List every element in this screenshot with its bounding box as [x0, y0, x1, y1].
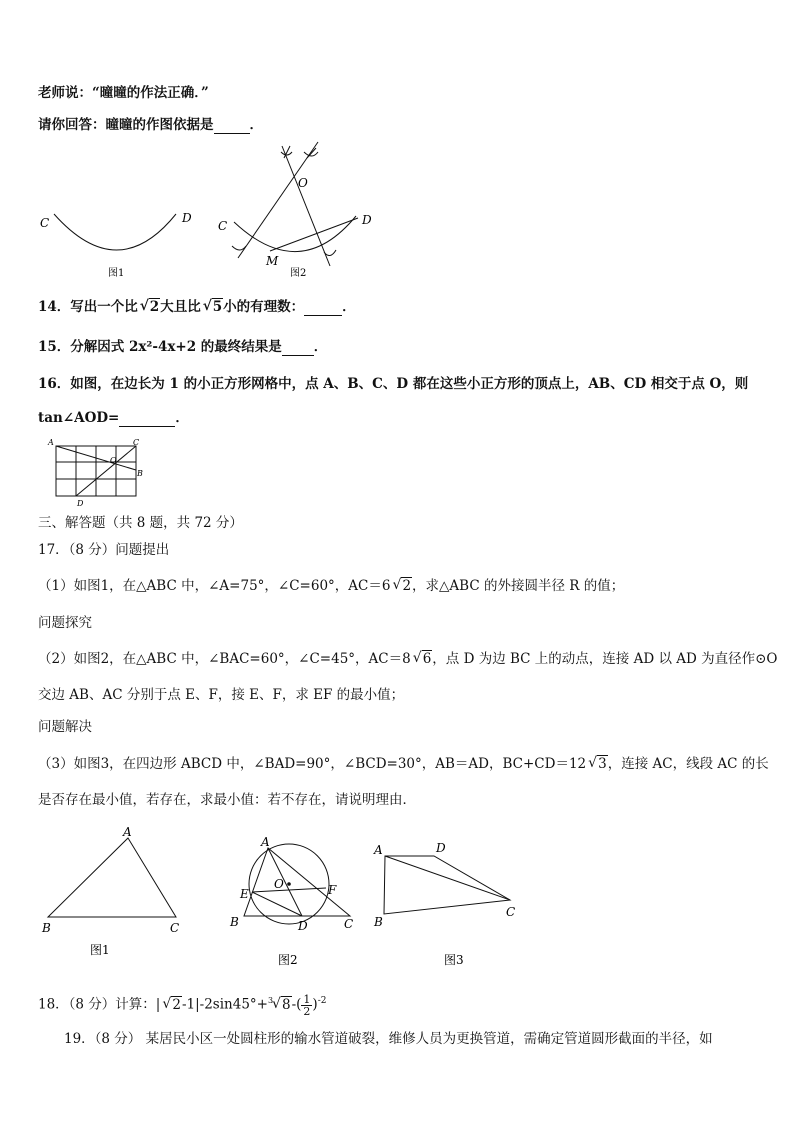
q16-line1: 16．如图，在边长为 1 的小正方形网格中，点 A、B、C、D 都在这些小正方形的顶点上，AB、CD 相交于点 O，则: [38, 376, 749, 392]
q17-part2: [38, 650, 777, 668]
q16-answer-blank[interactable]: [119, 412, 175, 427]
q14-answer-blank[interactable]: [304, 301, 342, 316]
q17-part2-text-b: ，点 D 为边 BC 上的动点，连接 AD 以 AD 为直径作⊙O: [432, 651, 778, 667]
q16-label-B: B: [137, 469, 143, 478]
q13-answer-prompt: 请你回答：曈曈的作图依据是 ．: [38, 117, 263, 133]
fig2-arc-mark-2: [304, 148, 318, 158]
q17-fig2-label-E: E: [240, 887, 249, 901]
fig2-caption: 图2: [290, 268, 307, 279]
q14-sqrt-2: √ 5: [203, 298, 223, 316]
q17-fig3-label-B: B: [374, 915, 383, 929]
q17-fig1-label-B: B: [42, 921, 51, 935]
q17-part2-cont: 交边 AB、AC 分别于点 E、F，接 E、F，求 EF 的最小值；: [38, 687, 405, 703]
q17-fig2-label-A: A: [261, 835, 270, 849]
q15-answer-blank[interactable]: [282, 341, 314, 356]
q17-part3-sqrt: √ 3: [588, 755, 608, 773]
q17-part2-sqrt: √ 6: [413, 650, 433, 668]
q18-mid: -1|-2sin45°+: [181, 996, 268, 1013]
q18-fraction: $\frac{1}{2}$: [303, 992, 311, 1018]
q15: 15．分解因式 2x²-4x+2 的最终结果是 ．: [38, 339, 328, 355]
fig2-bisector-1: [238, 142, 318, 258]
q17-part1: [38, 577, 624, 595]
fig2-label-M: M: [266, 254, 279, 268]
q17-fig2-ED: [252, 892, 302, 916]
q16-label-C: C: [133, 438, 140, 447]
q16-segment-CD: [76, 446, 136, 496]
q17-fig2-label-C: C: [344, 917, 354, 931]
q13-figures: [0, 138, 794, 308]
q17-part3-text-a: （3）如图3，在四边形 ABCD 中，∠BAD=90°，∠BCD=30°，AB＝AD，BC+CD＝12: [38, 756, 587, 772]
q17-fig2-label-O: O: [274, 877, 284, 891]
q16-line2: tan∠AOD= ．: [38, 410, 189, 426]
q17-title: 17．（8 分）问题提出: [38, 542, 170, 558]
q14-mid: 大且比: [160, 299, 201, 315]
q16-label-A: A: [48, 438, 54, 447]
q17-figures: [0, 822, 794, 972]
section-3-heading: 三、解答题（共 8 题，共 72 分）: [38, 515, 243, 531]
q15-text: 15．分解因式 2x²-4x+2 的最终结果是: [38, 339, 282, 355]
q17-part3-cont: 是否存在最小值，若存在，求最小值：若不存在，请说明理由．: [38, 792, 416, 808]
q13-answer-blank[interactable]: [214, 119, 250, 134]
q14-prefix: 14．写出一个比: [38, 299, 138, 315]
q18-after: -(: [291, 996, 302, 1013]
fig2-bisector-2: [282, 146, 330, 266]
q14-suffix: 小的有理数：: [223, 299, 305, 315]
q17-solve: 问题解决: [38, 719, 92, 735]
q18-prefix: 18．（8 分）计算：|: [38, 996, 161, 1013]
q17-fig3-AC: [385, 856, 510, 900]
q17-fig2-label-F: F: [328, 883, 337, 897]
q17-fig3-label-D: D: [436, 841, 446, 855]
q16-label-D: D: [77, 499, 84, 508]
q14: 14．写出一个比√ 2大且比√ 5小的有理数： ．: [38, 298, 356, 316]
q17-part3-text-b: ，连接 AC，线段 AC 的长: [607, 756, 769, 772]
q17-part1-text-b: ，求△ABC 的外接圆半径 R 的值；: [412, 578, 625, 594]
q17-part3: [38, 755, 769, 773]
q17-part1-sqrt: √ 2: [392, 577, 412, 595]
q17-fig2-label-B: B: [230, 915, 239, 929]
q17-fig1-label-A: A: [123, 825, 132, 839]
q18-exponent: -2: [317, 996, 327, 1006]
fig1-label-C: C: [40, 216, 50, 230]
q17-fig3-caption: 图3: [444, 953, 464, 967]
q16-grid-figure: [40, 436, 160, 516]
q17-fig2-label-D: D: [298, 919, 308, 933]
q13-prompt-text: 请你回答：曈曈的作图依据是: [38, 117, 214, 133]
fig1-label-D: D: [182, 211, 192, 225]
fig2-label-D: D: [362, 213, 372, 227]
q16-tan: tan∠AOD=: [38, 410, 120, 426]
fig2-label-O: O: [298, 176, 308, 190]
q17-fig3-label-A: A: [374, 843, 383, 857]
q14-sqrt-1: √ 2: [140, 298, 160, 316]
q18-cube-root: 3 √ 8: [268, 996, 292, 1014]
q17-fig2-caption: 图2: [278, 953, 298, 967]
fig1-caption: 图1: [108, 268, 125, 279]
teacher-remark: 老师说：“曈曈的作法正确．”: [38, 85, 209, 101]
q17-fig1-caption: 图1: [90, 943, 110, 957]
q17-fig2-center-dot: [287, 882, 291, 886]
q17-fig2-EF: [252, 888, 326, 892]
fig1-arc: [54, 214, 176, 250]
q17-part2-text-a: （2）如图2，在△ABC 中，∠BAC=60°，∠C=45°，AC＝8: [38, 651, 411, 667]
q17-fig3-label-C: C: [506, 905, 516, 919]
fig2-chord-MD: [270, 218, 358, 251]
q17-fig1-label-C: C: [170, 921, 180, 935]
q18-sqrt: √ 2: [162, 996, 182, 1014]
q16-label-O: O: [110, 456, 117, 465]
fig2-label-C: C: [218, 219, 228, 233]
q19: 19．（8 分） 某居民小区一处圆柱形的输水管道破裂，维修人员为更换管道，需确定管道圆形截面的半径，如: [64, 1031, 713, 1047]
q17-explore: 问题探究: [38, 615, 92, 631]
q17-fig3-quad: [384, 856, 510, 914]
q17-fig1-triangle: [48, 838, 176, 917]
fig2-arc: [234, 216, 356, 252]
q18: 18．（8 分）计算：|√ 2-1|-2sin45°+ 3 √ 8-( $\frac{1}{2}$ )$^{-2}$: [38, 992, 326, 1017]
q17-part1-text-a: （1）如图1，在△ABC 中，∠A=75°，∠C=60°，AC＝6: [38, 578, 391, 594]
